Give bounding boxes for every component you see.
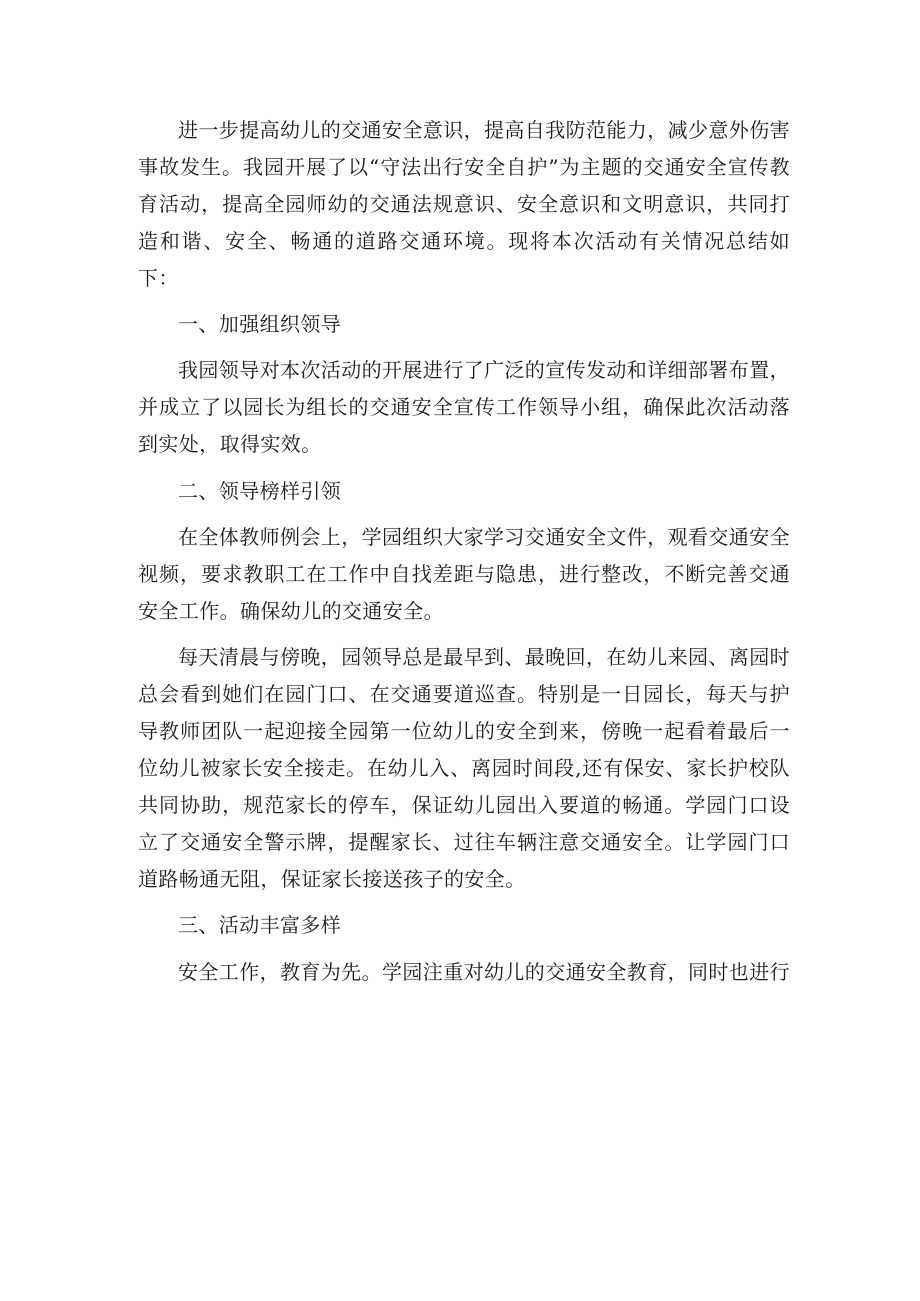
section-heading-2: 二、领导榜样引领 — [178, 478, 342, 503]
document-page — [138, 112, 790, 990]
section-heading-3: 三、活动丰富多样 — [178, 913, 342, 938]
intro-paragraph: 进一步提高幼儿的交通安全意识，提高自我防范能力，减少意外伤害事故发生。我园开展了以“守法出行安全自护”为主题的交通安全宣传教育活动，提高全园师幼的交通法规意识、安全意识和文明意识，共同打造和谐、安全、畅通的道路交通环境。现将本次活动有关情况总结如下： — [138, 118, 790, 290]
section-2-paragraph-1: 在全体教师例会上，学园组织大家学习交通安全文件，观看交通安全视频，要求教职工在工作中自找差距与隐患，进行整改，不断完善交通安全工作。确保幼儿的交通安全。 — [138, 525, 790, 623]
section-3-paragraph: 安全工作，教育为先。学园注重对幼儿的交通安全教育，同时也进行 — [178, 959, 790, 984]
section-2-paragraph-2: 每天清晨与傍晚，园领导总是最早到、最晚回，在幼儿来园、离园时总会看到她们在园门口、在交通要道巡查。特别是一日园长，每天与护导教师团队一起迎接全园第一位幼儿的安全到来，傍晚一起看着最后一位幼儿被家长安全接走。在幼儿入、离园时间段,还有保安、家长护校队共同协助，规范家长的停车，保证幼儿园出入要道的畅通。学园门口设立了交通安全警示牌，提醒家长、过往车辆注意交通安全。让学园门口道路畅通无阻，保证家长接送孩子的安全。 — [138, 645, 790, 891]
paragraph-gap — [138, 343, 790, 353]
paragraph-gap — [138, 630, 790, 640]
paragraph-gap — [138, 510, 790, 520]
section-heading-1: 一、加强组织领导 — [178, 312, 342, 337]
paragraph-gap — [138, 898, 790, 908]
paragraph-gap — [138, 297, 790, 307]
paragraph-gap — [138, 463, 790, 473]
paragraph-gap — [138, 944, 790, 954]
section-1-paragraph: 我园领导对本次活动的开展进行了广泛的宣传发动和详细部署布置，并成立了以园长为组长的交通安全宣传工作领导小组，确保此次活动落到实处，取得实效。 — [138, 358, 790, 457]
